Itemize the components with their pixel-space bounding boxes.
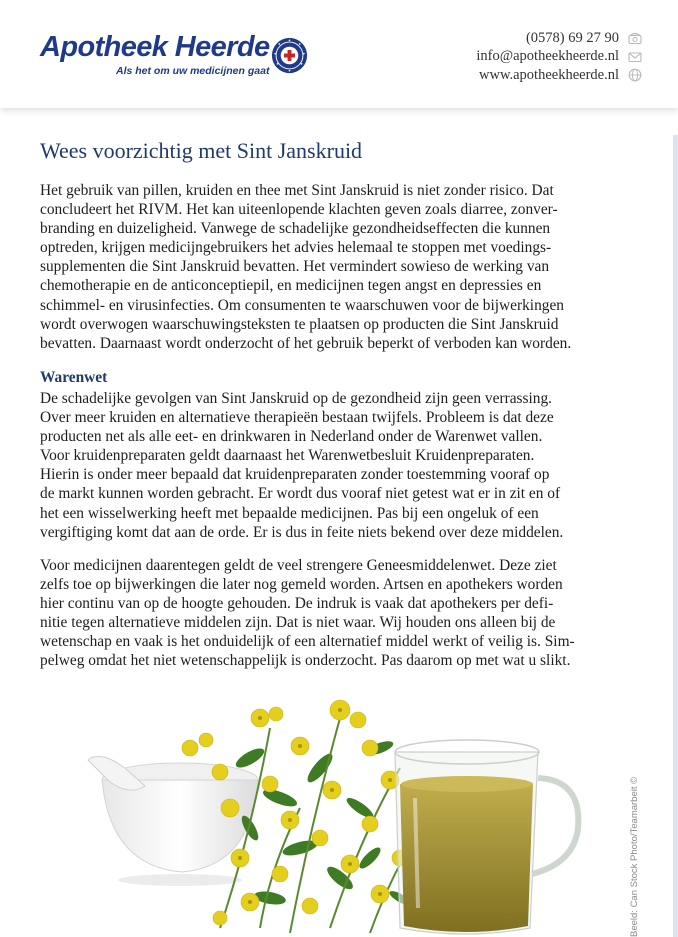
tea-glass (395, 740, 578, 934)
paragraph-line: De schadelijke gevolgen van Sint Janskruid op de gezondheid zijn geen verrassing. (40, 390, 553, 407)
warenwet-paragraph (40, 389, 650, 542)
article-title: Wees voorzichtig met Sint Janskruid (40, 138, 363, 163)
paragraph-line: chemotherapie en de anticonceptiepil, en medicijnen tegen angst en depressies en (40, 277, 542, 295)
brand-name: Apotheek Heerde (40, 31, 270, 63)
contact-phone-row (476, 29, 642, 48)
paragraph-line: schimmel- en virusinfecties. Om consumenten te waarschuwen voor de bijwerkingen (40, 296, 564, 314)
service-seal-icon (271, 37, 308, 74)
globe-icon (628, 68, 642, 82)
flower-centers (238, 708, 392, 904)
paragraph-line: branding en duizeligheid. Vanwege de schadelijke gezondheidseffecten die kunnen (40, 220, 551, 238)
page-header (0, 0, 678, 108)
mail-icon (628, 50, 642, 64)
intro-paragraph (40, 181, 650, 353)
contact-website-row (476, 66, 642, 85)
paragraph-line: het een wisselwerking heeft met bepaalde medicijnen. Pas bij een ongeluk of een (40, 504, 539, 522)
paragraph-line: Over meer kruiden en alternatieve therapieën bestaan twijfels. Probleem is dat deze (40, 409, 554, 427)
contact-email-row (476, 48, 642, 67)
mortar-bowl (88, 756, 258, 886)
section-heading-warenwet: Warenwet (40, 369, 108, 386)
paragraph-line: wetenschap en vaak is het onduidelijk of een alternatief middel werkt of veilig is. Sim- (40, 633, 575, 651)
paragraph-line: Voor medicijnen daarentegen geldt de veel strengere Geneesmiddelenwet. Deze ziet (40, 557, 557, 574)
paragraph-line: nitie tegen alternatieve middelen zijn. Dat is niet waar. Wij houden ons alleen bij de (40, 614, 556, 632)
paragraph-line: de markt kunnen worden gebracht. Er wordt dus vooraf niet getest wat er in zit en of (40, 485, 561, 503)
medicine-paragraph (40, 556, 650, 671)
paragraph-line: optreden, krijgen medicijngebruikers het advies helemaal te stoppen met voedings- (40, 239, 552, 257)
phone-number[interactable]: (0578) 69 27 90 (525, 29, 619, 46)
herb-leaves (233, 739, 412, 908)
phone-icon (628, 31, 642, 45)
side-stripe (673, 135, 678, 937)
paragraph-line: supplementen die Sint Janskruid bevatten. Het vermindert sowieso de werking van (40, 258, 550, 276)
paragraph-line: zelfs toe op bijwerkingen die later nog gemeld worden. Artsen en apothekers worden (40, 576, 563, 594)
website-link[interactable]: www.apotheekheerde.nl (479, 66, 619, 83)
brand-tagline: Als het om uw medicijnen gaat (116, 65, 270, 77)
herbal-tea-photo (70, 688, 640, 937)
paragraph-line: Het gebruik van pillen, kruiden en thee met Sint Janskruid is niet zonder risico. Dat (40, 182, 554, 199)
paragraph-line: bevatten. Daarnaast wordt onderzocht of het gebruik beperkt of verboden kan worden. (40, 334, 572, 352)
paragraph-line: Hierin is onder meer bepaald dat kruidenpreparaten zonder toestemming vooraf op (40, 466, 550, 484)
paragraph-line: pelweg omdat het niet wetenschappelijk is onderzocht. Pas daarom op met wat u slikt. (40, 652, 571, 670)
photo-credit: Beeld: Can Stock Photo/Teamarbeit © (629, 776, 640, 937)
paragraph-line: wordt overwogen waarschuwingsteksten te plaatsen op producten die Sint Janskruid (40, 315, 559, 333)
paragraph-line: Voor kruidenpreparaten geldt daarnaast het Warenwetbesluit Kruidenpreparaten. (40, 447, 535, 465)
email-address[interactable]: info@apotheekheerde.nl (476, 48, 619, 65)
contact-block (476, 29, 642, 85)
paragraph-line: vergiftiging komt dat aan de orde. Er is dus in feite niets bekend over deze middelen. (40, 523, 564, 541)
paragraph-line: hier continu van op de hoogte gehouden. De indruk is vaak dat apothekers per defi- (40, 595, 554, 613)
paragraph-line: concludeert het RIVM. Het kan uiteenlopende klachten geven zoals diarree, zonver- (40, 201, 558, 219)
paragraph-line: producten net als alle eet- en drinkwaren in Nederland onder de Warenwet vallen. (40, 428, 543, 446)
